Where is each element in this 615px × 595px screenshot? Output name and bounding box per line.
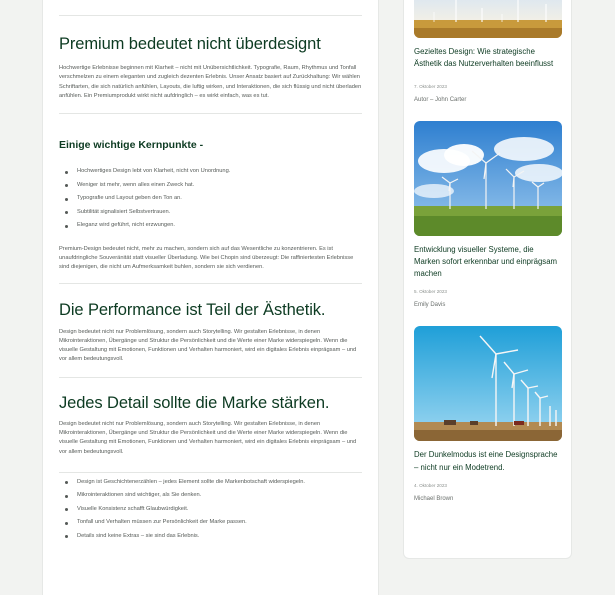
section-heading-detail: Jedes Detail sollte die Marke stärken.: [59, 393, 330, 412]
related-post-card[interactable]: [414, 121, 561, 310]
wind-turbine-image[interactable]: [414, 326, 562, 441]
list-item: Design ist Geschichtenerzählen – jedes Element sollte die Markenbotschaft widerspiegeln.: [59, 476, 362, 490]
article-content: [42, 0, 379, 595]
key-points-list: [59, 165, 362, 233]
list-item: Subtilität signalisiert Selbstvertrauen.: [59, 206, 362, 220]
related-post-date: 5. Oktober 2023: [414, 289, 447, 295]
section-divider: [59, 15, 362, 16]
related-post-date: 4. Oktober 2023: [414, 483, 447, 489]
wind-turbine-image[interactable]: [414, 0, 562, 38]
detail-points-list: [59, 476, 362, 544]
list-item: Weniger ist mehr, wenn alles einen Zweck hat.: [59, 179, 362, 193]
list-item: Eleganz wird geführt, nicht erzwungen.: [59, 219, 362, 233]
related-post-card[interactable]: [414, 326, 561, 503]
list-item: Hochwertiges Design lebt von Klarheit, nicht von Unordnung.: [59, 165, 362, 179]
related-post-author: Autor – John Carter: [414, 96, 467, 103]
section-heading-premium: Premium bedeutet nicht überdesignt: [59, 35, 321, 53]
related-post-author: Michael Brown: [414, 496, 454, 503]
section-divider: [59, 283, 362, 284]
related-post-title[interactable]: Gezieltes Design: Wie strategische Ästhetik das Nutzerverhalten beeinflusst: [414, 47, 554, 69]
key-points-heading: Einige wichtige Kernpunkte -: [59, 139, 204, 152]
related-post-title[interactable]: Der Dunkelmodus ist eine Designsprache – nicht nur ein Modetrend.: [414, 450, 558, 472]
related-posts-sidebar: [403, 0, 572, 559]
wind-turbine-image[interactable]: [414, 121, 562, 236]
section-heading-performance: Die Performance ist Teil der Ästhetik.: [59, 300, 326, 319]
list-item: Visuelle Konsistenz schafft Glaubwürdigkeit.: [59, 503, 362, 517]
list-item: Tonfall und Verhalten müssen zur Persönlichkeit der Marke passen.: [59, 516, 362, 530]
related-post-date: 7. Oktober 2023: [414, 83, 447, 89]
list-item: Mikrointeraktionen sind wichtiger, als Sie denken.: [59, 489, 362, 503]
related-post-card[interactable]: [414, 0, 561, 104]
section-paragraph-performance: Design bedeutet nicht nur Problemlösung, sondern auch Storytelling. Wir gestalten Erlebnisse, in denen Mikrointeraktionen, Übergänge und Struktur die Persönlichkeit und die Werte einer Marke widerspiegeln. Wenn die visuelle Gestaltung mit Emotionen, Funktionen und Verhalten harmoniert, wird ein digitales Erlebnis einprägsam – und vor allem bedeutungsvoll.: [59, 328, 357, 363]
list-item: Details sind keine Extras – sie sind das Erlebnis.: [59, 530, 362, 544]
related-post-title[interactable]: Entwicklung visueller Systeme, die Marken sofort erkennbar und einprägsam machen: [414, 244, 558, 279]
list-item: Typografie und Layout geben den Ton an.: [59, 192, 362, 206]
section-divider: [59, 377, 362, 378]
key-points-paragraph: Premium-Design bedeutet nicht, mehr zu machen, sondern sich auf das Wesentliche zu konzentrieren. Es ist unaufdringliche Souveränität statt visueller Überladung. Wie bei Chopin sind überzeugt: Die raffiniertesten Erlebnisse sind diejenigen, die nicht um Aufmerksamkeit buhlen, sondern sie sich verdienen.: [59, 245, 354, 271]
section-paragraph-premium: Hochwertige Erlebnisse beginnen mit Klarheit – nicht mit Unübersichtlichkeit. Typografie, Raum, Rhythmus und Tonfall verschmelzen zu einem eleganten und zugleich dezenten Erlebnis. Unser Ansatz basiert auf Zurückhaltung: Wir wählen Schriftarten, die sich natürlich anfühlen, Layouts, die luftig wirken, und Interaktionen, die sich flüssig und nicht überladen anfühlen. Ein Premiumprodukt wirkt nicht aufdringlich – es wirkt einfach, was es tut.: [59, 65, 362, 99]
section-divider: [59, 472, 362, 473]
related-post-author: Emily Davis: [414, 302, 446, 309]
section-divider: [59, 113, 362, 114]
section-paragraph-detail: Design bedeutet nicht nur Problemlösung, sondern auch Storytelling. Wir gestalten Erlebnisse, in denen Mikrointeraktionen, Übergänge und Struktur die Persönlichkeit und die Werte einer Marke widerspiegeln. Wenn die visuelle Gestaltung mit Emotionen, Funktionen und Verhalten harmoniert, wird ein digitales Erlebnis einprägsam – und vor allem bedeutungsvoll.: [59, 420, 357, 455]
